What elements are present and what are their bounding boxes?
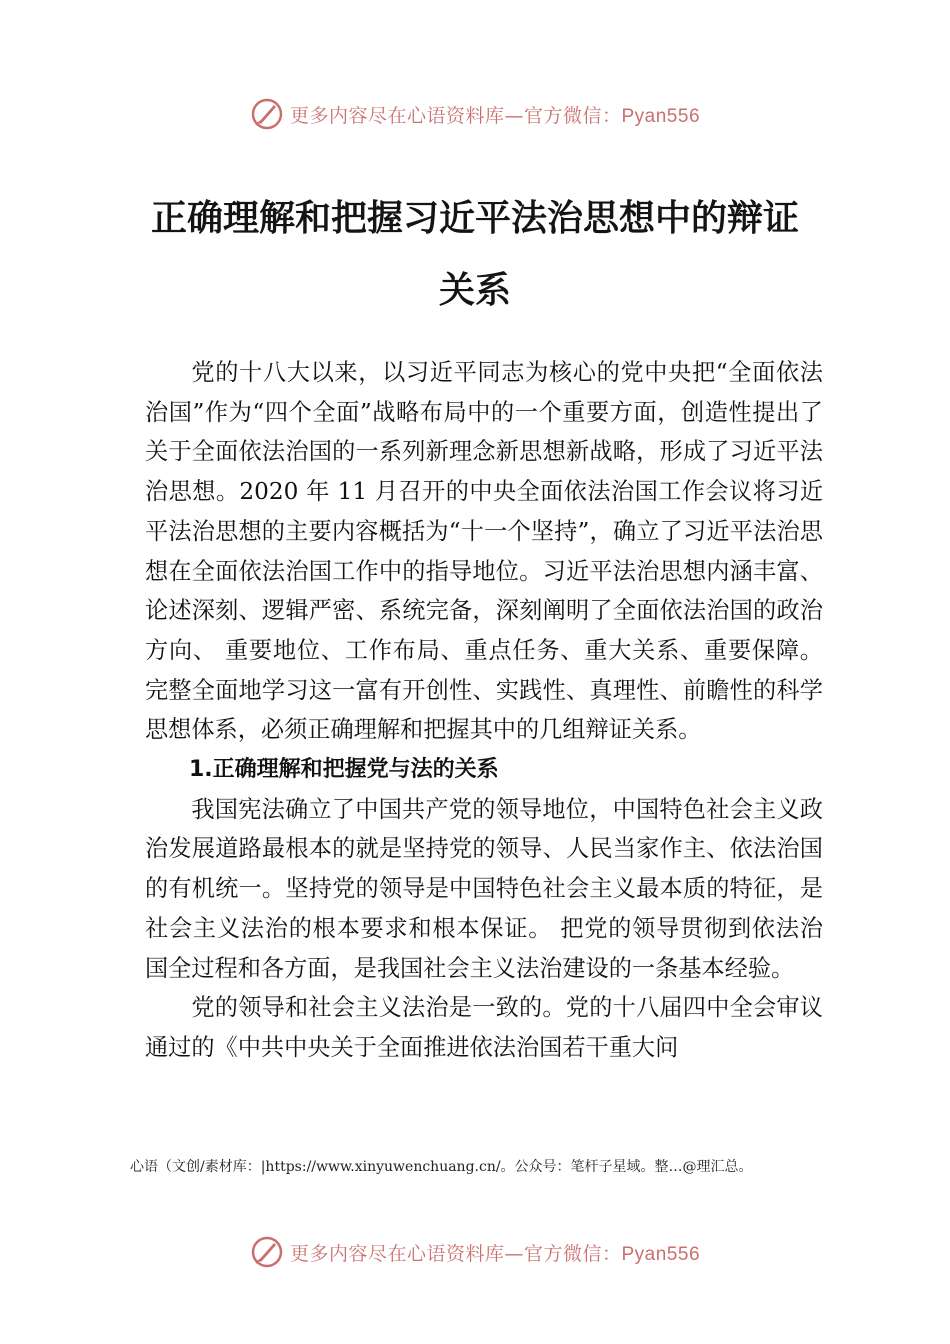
paragraph-consistency: 党的领导和社会主义法治是一致的。党的十八届四中全会审议通过的《中共中央关于全面推进依法治国若干重大问 xyxy=(145,994,823,1061)
paragraph-intro: 党的十八大以来，以习近平同志为核心的党中央把“全面依法治国”作为“四个全面”战略布局中的一个重要方面，创造性提出了关于全面依法治国的一系列新理念新思想新战略，形成了习近平法治思想。2020 年 11 月召开的中央全面依法治国工作会议将习近平法治思想的主要内容概括为“十一个坚持”，确立了习近平法治思想在全面依法治国工作中的指导地位。习近平法治思想内涵丰富、论述深刻、逻辑严密、系统完备，深刻阐明了全面依法治国的政治方向、 重要地位、工作布局、重点任务、重大关系、重要保障。完整全面地学习这一富有开创性、实践性、真理性、前瞻性的科学思想体系，必须正确理解和把握其中的几组辩证关系。 xyxy=(145,359,823,744)
quill-logo-icon xyxy=(250,97,284,131)
banner-label: 更多内容尽在心语资料库—官方微信： xyxy=(289,1242,622,1265)
document-body xyxy=(145,353,823,1068)
wechat-id: Pyan556 xyxy=(621,105,701,127)
banner-text xyxy=(290,1239,700,1266)
document-title xyxy=(120,183,830,327)
paragraph-party-law: 我国宪法确立了中国共产党的领导地位，中国特色社会主义政治发展道路最根本的就是坚持党的领导、人民当家作主、依法治国的有机统一。坚持党的领导是中国特色社会主义最本质的特征，是社会主义法治的根本要求和根本保证。 把党的领导贯彻到依法治国全过程和各方面，是我国社会主义法治建设的一条基本经验。 xyxy=(145,795,823,982)
footer-banner xyxy=(0,1232,950,1272)
quill-logo-icon xyxy=(250,1235,284,1269)
wechat-id: Pyan556 xyxy=(621,1243,701,1265)
header-banner xyxy=(0,94,950,134)
section-heading-1: 1.正确理解和把握党与法的关系 xyxy=(189,757,499,783)
title-line-2: 关系 xyxy=(438,270,511,311)
title-line-1: 正确理解和把握习近平法治思想中的辩证 xyxy=(150,198,799,239)
source-footnote: 心语（文创/素材库：|https://www.xinyuwenchuang.cn/。公众号：笔杆子星域。整…@理汇总。 xyxy=(130,1159,753,1175)
banner-label: 更多内容尽在心语资料库—官方微信： xyxy=(289,104,622,127)
banner-text xyxy=(290,101,700,128)
